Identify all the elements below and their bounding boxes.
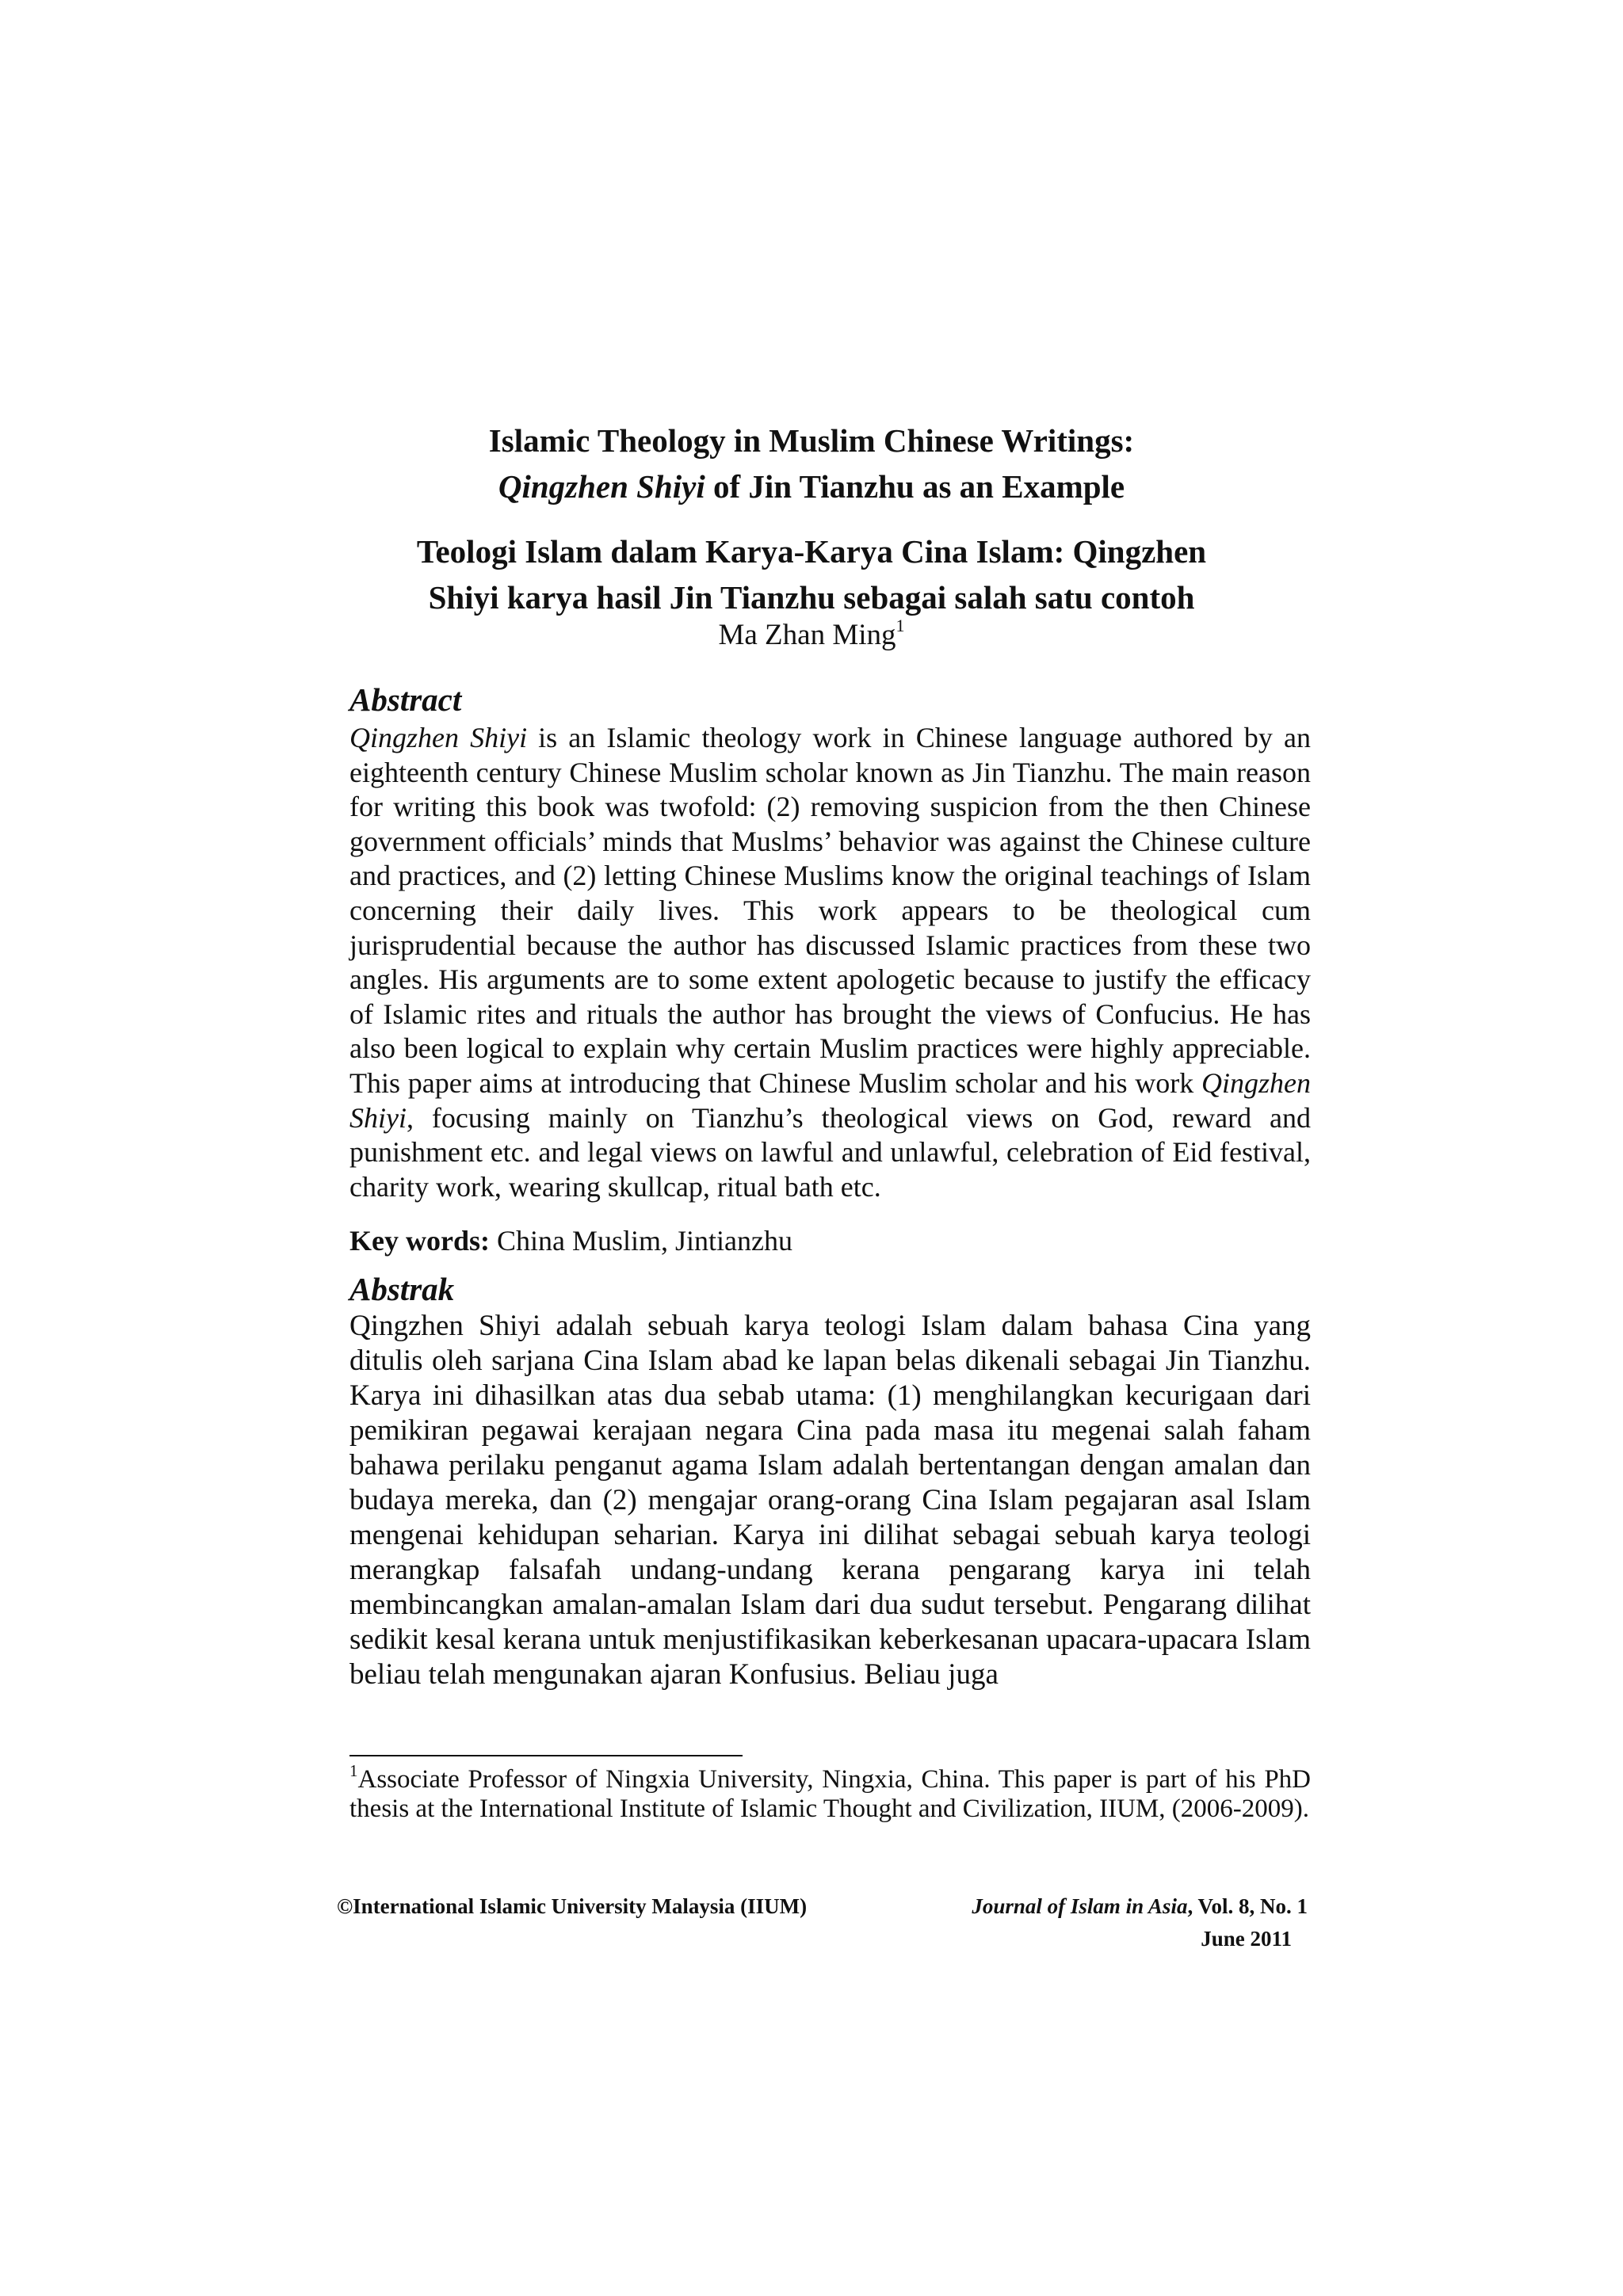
keywords (349, 1223, 792, 1258)
abstract-work-title: Qingzhen Shiyi (349, 722, 528, 753)
footnote-mark: 1 (349, 1761, 358, 1780)
abstrak-heading: Abstrak (349, 1271, 455, 1307)
author-line (0, 616, 1623, 655)
abstract-text-part-1: is an Islamic theology work in Chinese language authored by an eighteenth century Chinese Muslim scholar known as Jin Tianzhu. The main reason for writing this book was twofold: (2) removing suspicion from the then Chinese government officials’ minds that Muslms’ behavior was against the Chinese culture and practices, and (2) letting Chinese Muslims know the original teachings of Islam concerning their daily lives. This work appears to be theological cum jurisprudential because the author has discussed Islamic practices from these two angles. His arguments are to some extent apologetic because to justify the efficacy of Islamic rites and rituals the author has brought the views of Confucius. He has also been logical to explain why certain Muslim practices were highly appreciable. This paper aims at introducing that Chinese Muslim scholar and his work (349, 722, 1311, 1099)
malay-title-line-2: Shiyi karya hasil Jin Tianzhu sebagai salah satu contoh (428, 579, 1195, 616)
abstract-english-text (349, 721, 1311, 1204)
abstrak-malay-text: Qingzhen Shiyi adalah sebuah karya teologi Islam dalam bahasa Cina yang ditulis oleh sarjana Cina Islam abad ke lapan belas dikenali sebagai Jin Tianzhu. Karya ini dihasilkan atas dua sebab utama: (1) menghilangkan kecurigaan dari pemikiran pegawai kerajaan negara Cina pada masa itu megenai salah faham bahawa perilaku penganut agama Islam adalah bertentangan dengan amalan dan budaya mereka, dan (2) mengajar orang-orang Cina Islam pegajaran asal Islam mengenai kehidupan seharian. Karya ini dilihat sebagai sebuah karya teologi merangkap falsafah undang-undang kerana pengarang karya ini telah membincangkan amalan-amalan Islam dari dua sudut tersebut. Pengarang dilihat sedikit kesal kerana untuk menjustifikasikan keberkesanan upacara-upacara Islam beliau telah mengunakan ajaran Konfusius. Beliau juga (349, 1310, 1311, 1691)
journal-name: Journal of Islam in Asia (972, 1894, 1188, 1918)
keywords-label: Key words: (349, 1225, 490, 1257)
abstract-text-part-2: , focusing mainly on Tianzhu’s theological views on God, reward and punishment etc. and legal views on lawful and unlawful, celebration of Eid festival, charity work, wearing skullcap, ritual bath etc. (349, 1101, 1311, 1203)
journal-citation (943, 1893, 1308, 1920)
footnote-divider (349, 1755, 743, 1756)
author-name: Ma Zhan Ming (718, 619, 896, 651)
copyright-notice: ©International Islamic University Malaysia (IIUM) (337, 1894, 808, 1918)
journal-volume: , Vol. 8, No. 1 (1187, 1894, 1308, 1918)
abstract-heading: Abstract (349, 681, 462, 718)
english-title-line-2 (0, 463, 1623, 509)
english-title-rest: of Jin Tianzhu as an Example (705, 468, 1125, 505)
malay-title (0, 528, 1623, 620)
journal-date: June 2011 (1201, 1927, 1292, 1951)
abstract-work-title-2: Qingzhen Shiyi (349, 1066, 1311, 1134)
keywords-value: China Muslim, Jintianzhu (489, 1225, 792, 1257)
english-title-italic: Qingzhen Shiyi (498, 468, 705, 505)
footnote (349, 1761, 1311, 1824)
author-footnote-mark: 1 (896, 616, 905, 635)
footnote-text: Associate Professor of Ningxia University, Ningxia, China. This paper is part of his PhD thesis at the International Institute of Islamic Thought and Civilization, IIUM, (2006-2009). (349, 1765, 1311, 1823)
english-title (0, 418, 1623, 509)
malay-title-line-1: Teologi Islam dalam Karya-Karya Cina Islam: Qingzhen (416, 533, 1207, 570)
english-title-line-1: Islamic Theology in Muslim Chinese Writings: (488, 422, 1135, 459)
